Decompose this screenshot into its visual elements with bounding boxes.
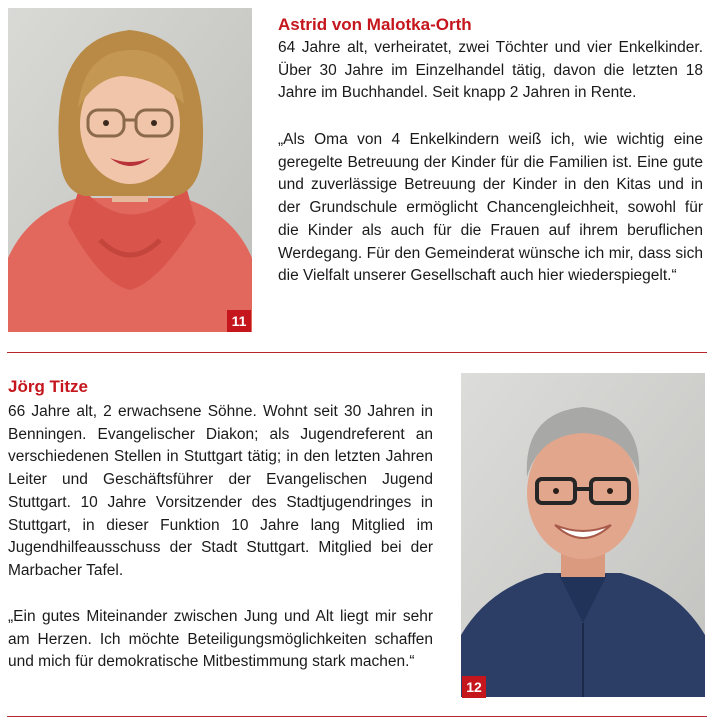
candidate-bio: 64 Jahre alt, verheiratet, zwei Töchter und vier Enkelkinder. Über 30 Jahre im Einzelhandel tätig, davon die letzten 18 Jahre im Buchhandel. Seit knapp 2 Jahren in Rente.: [278, 39, 703, 102]
section-divider: [7, 352, 707, 353]
candidate-number-badge: 12: [462, 676, 486, 698]
candidate-quote: „Ein gutes Miteinander zwischen Jung und Alt liegt mir sehr am Herzen. Ich möchte Beteiligungsmöglichkeiten schaffen und mich für demokratische Mitbestimmung stark machen.“: [8, 608, 433, 671]
section-divider: [7, 716, 707, 717]
candidate-number-badge: 11: [227, 310, 251, 332]
candidate-name: Jörg Titze: [8, 377, 88, 396]
candidate-bio: 66 Jahre alt, 2 erwachsene Söhne. Wohnt seit 30 Jahren in Benningen. Evangelischer Diakon; als Jugendreferent an verschiedenen Stellen in Stuttgart tätig; in den letzten Jahren Leiter und Geschäftsführer der Evangelischen Jugend Stuttgart. 10 Jahre Vorsitzender des Stadtjugendringes in Stuttgart, in dieser Funktion 10 Jahre lang Mitglied im Jugendhilfeausschuss der Stadt Stuttgart. Mitglied bei der Marbacher Tafel.: [8, 403, 433, 579]
candidate-photo-astrid: [8, 8, 252, 332]
candidate-name: Astrid von Malotka-Orth: [278, 15, 472, 34]
candidate-quote: „Als Oma von 4 Enkelkindern weiß ich, wie wichtig eine geregelte Betreuung der Kinder für die Familien ist. Eine gute und zuverlässige Betreuung der Kinder in den Kitas und in der Grundschule ermöglicht Chancengleichheit, sowohl für die Kinder als auch für die Frauen auf ihrem beruflichen Werdegang. Für den Gemeinderat wünsche ich mir, dass sich die Vielfalt unserer Gesellschaft auch hier wiederspiegelt.“: [278, 131, 703, 285]
candidate-photo-joerg: [461, 373, 705, 697]
